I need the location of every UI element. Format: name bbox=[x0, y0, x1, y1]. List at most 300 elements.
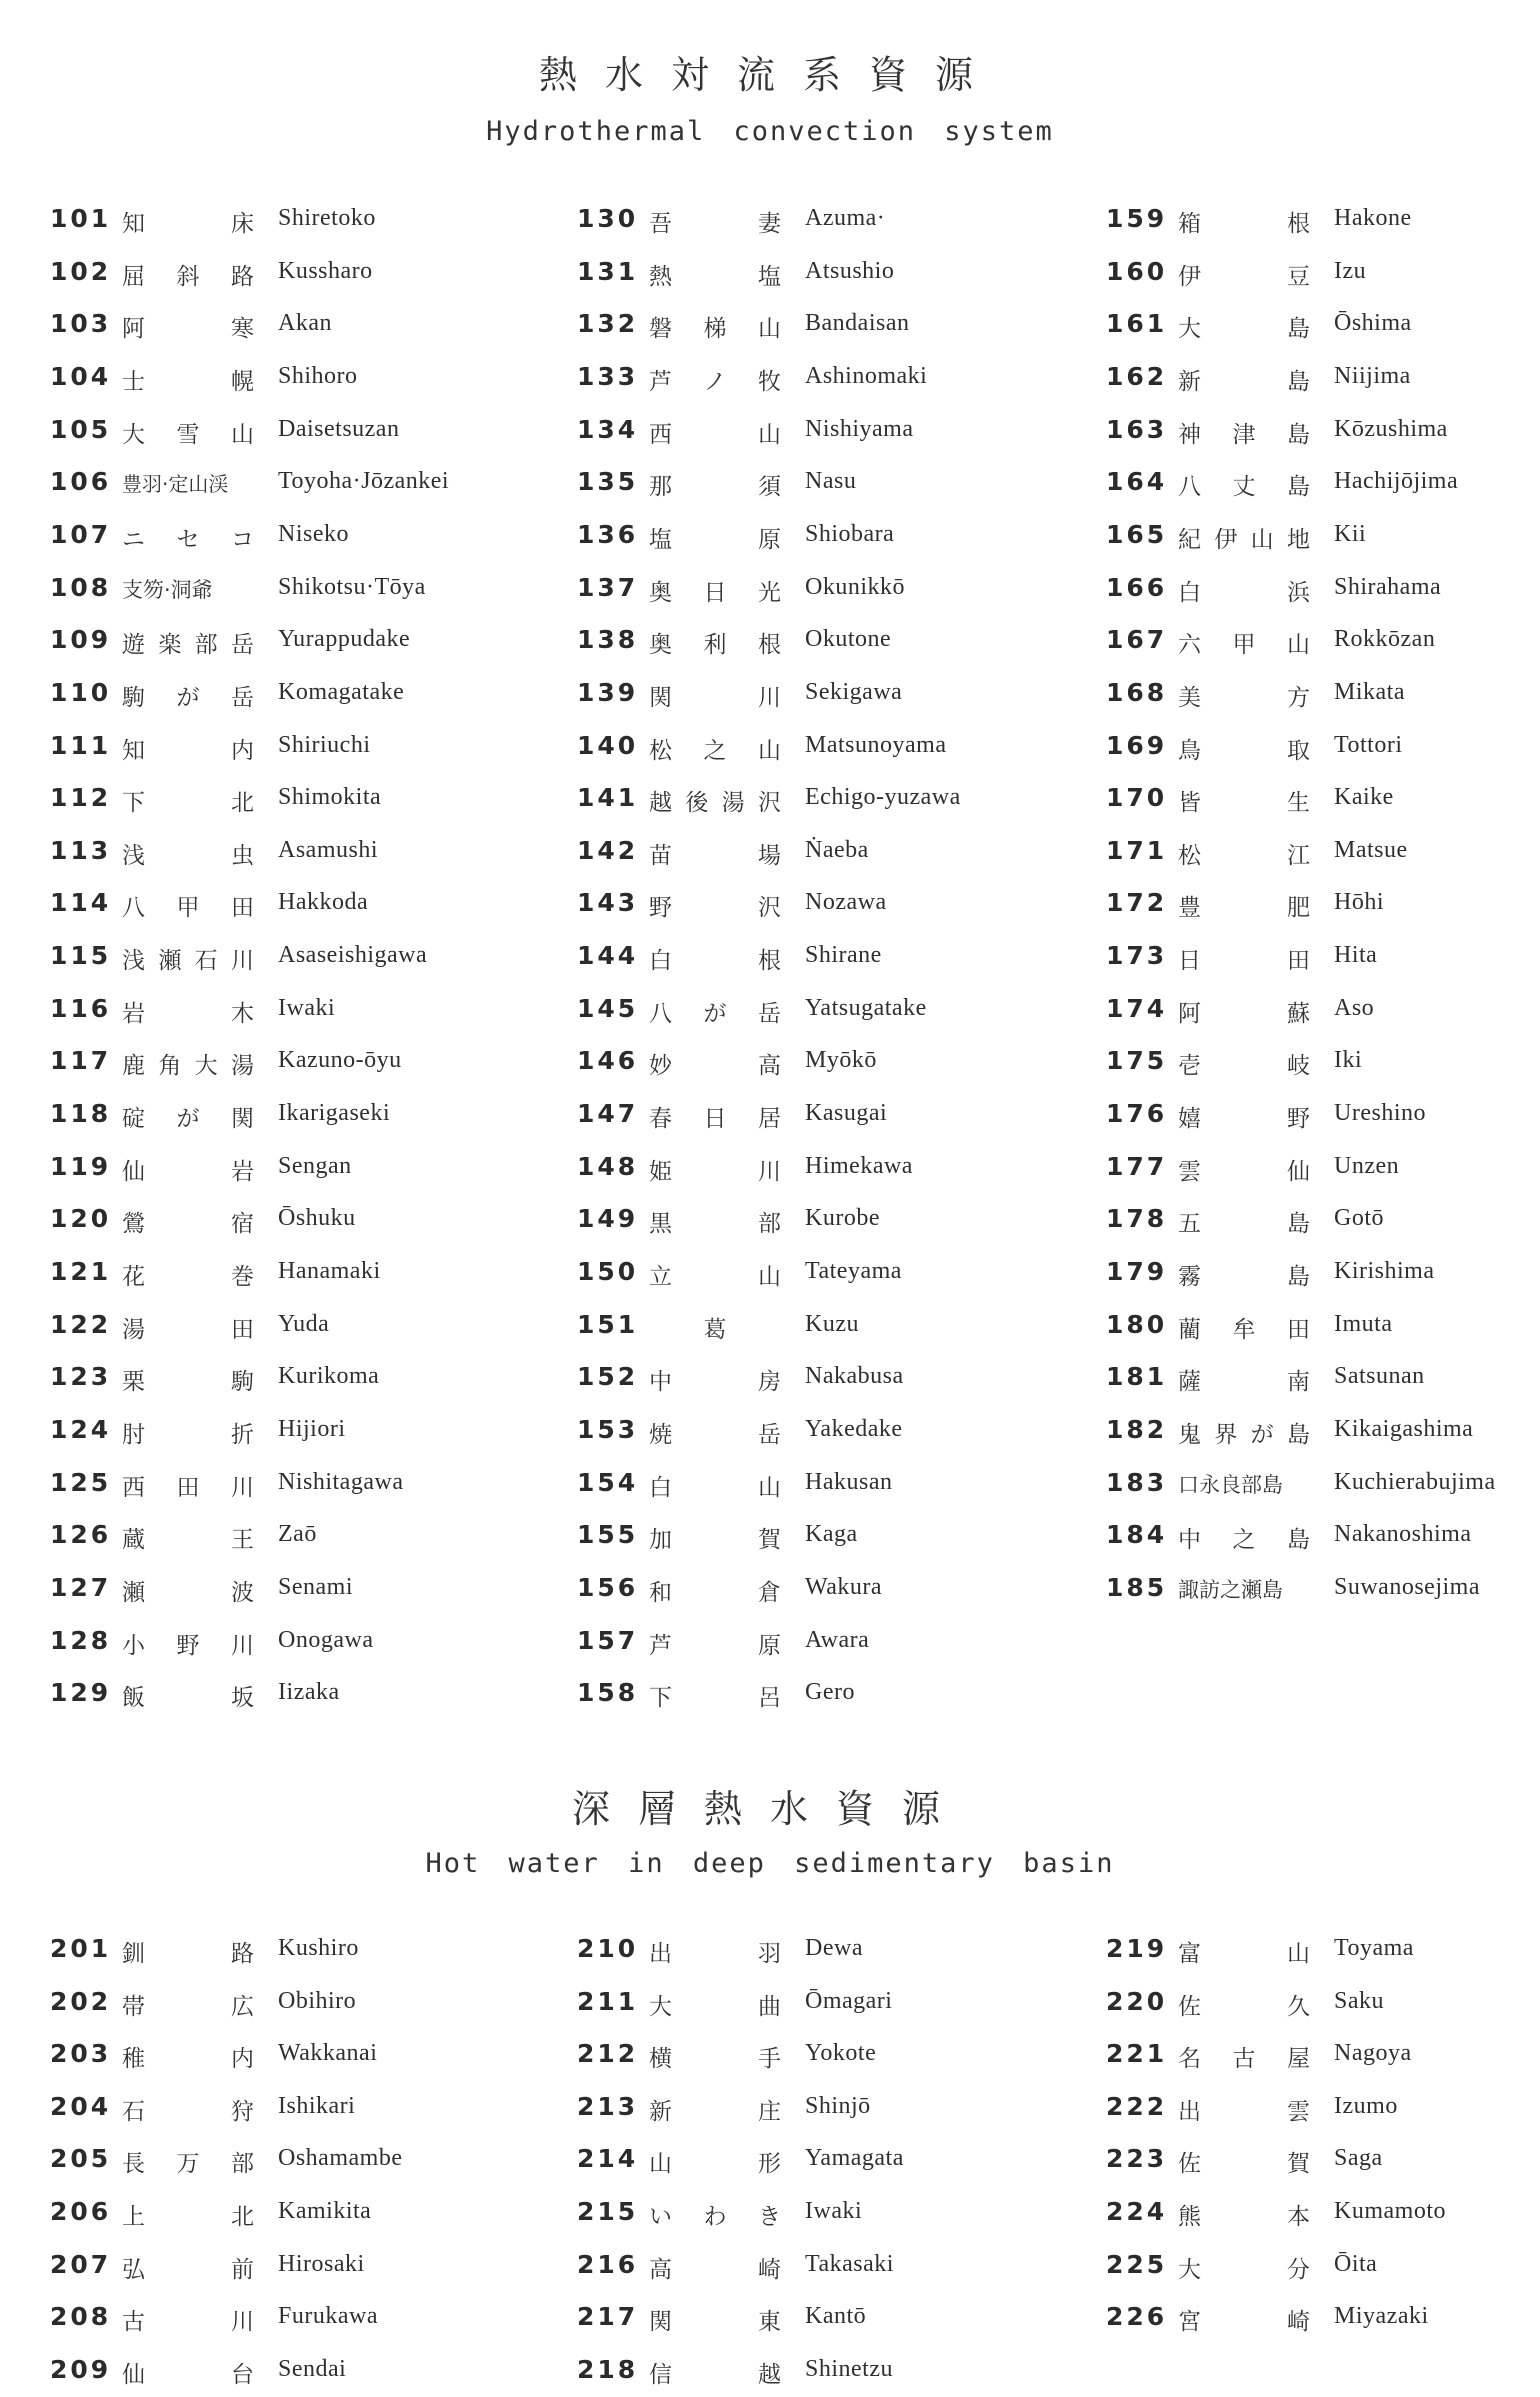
item-name-ja: 立 山 bbox=[649, 1264, 781, 1290]
item-number: 170 bbox=[1106, 783, 1168, 813]
item-number: 177 bbox=[1106, 1151, 1168, 1181]
item-number: 158 bbox=[577, 1678, 639, 1708]
item-number: 215 bbox=[577, 2197, 639, 2226]
item-number: 160 bbox=[1106, 256, 1168, 286]
item-number: 125 bbox=[50, 1467, 112, 1497]
item-name-ja: 磐 梯 山 bbox=[649, 316, 781, 343]
item-name-ja: 鳥 取 bbox=[1178, 737, 1310, 764]
item-number: 152 bbox=[577, 1362, 639, 1392]
item-number: 209 bbox=[50, 2354, 112, 2384]
item-name-ja: 諏訪之瀬島 bbox=[1178, 1577, 1283, 1602]
section-subtitle-hydrothermal-en: Hydrothermal convection system bbox=[486, 116, 1054, 147]
item-number: 156 bbox=[577, 1572, 639, 1602]
item-name-en: Kaga bbox=[805, 1521, 858, 1548]
item-name-en: Ishikari bbox=[278, 2092, 356, 2119]
item-name-en: Bandaisan bbox=[805, 310, 910, 337]
item-name-en: Toyama bbox=[1334, 1935, 1414, 1961]
item-name-ja: 大 分 bbox=[1178, 2256, 1310, 2283]
item-name-ja: 大 雪 山 bbox=[122, 421, 254, 448]
item-name-en: Akan bbox=[278, 310, 332, 337]
item-name-ja: 佐 賀 bbox=[1178, 2151, 1310, 2178]
item-name-ja: 那 須 bbox=[649, 474, 781, 501]
item-number: 223 bbox=[1106, 2144, 1168, 2174]
item-name-ja: 花 巻 bbox=[122, 1264, 254, 1290]
item-name-en: Sekigawa bbox=[805, 678, 903, 705]
item-number: 119 bbox=[50, 1151, 112, 1181]
item-name-ja: 小 野 川 bbox=[122, 1632, 254, 1659]
item-name-ja: 伊 豆 bbox=[1178, 263, 1310, 290]
item-name-en: Shimokita bbox=[278, 784, 382, 811]
item-number: 214 bbox=[577, 2144, 639, 2174]
item-number: 101 bbox=[50, 204, 112, 233]
item-name-ja: 瀬 波 bbox=[122, 1579, 254, 1606]
item-name-en: Shiobara bbox=[805, 520, 895, 547]
item-name-en: Kasugai bbox=[805, 1100, 888, 1127]
item-name-en: Himekawa bbox=[805, 1152, 913, 1179]
item-name-en: Hirosaki bbox=[278, 2250, 365, 2277]
item-name-en: Okunikkō bbox=[805, 573, 905, 600]
item-number: 168 bbox=[1106, 677, 1168, 707]
item-name-ja: 長 万 部 bbox=[122, 2151, 254, 2178]
item-name-ja: 妙 高 bbox=[649, 1053, 781, 1080]
item-name-ja: 肘 折 bbox=[122, 1421, 254, 1448]
item-name-en: Daisetsuzan bbox=[278, 415, 400, 442]
item-name-ja: 薩 南 bbox=[1178, 1369, 1310, 1396]
item-number: 148 bbox=[577, 1151, 639, 1181]
item-name-en: Hijiori bbox=[278, 1415, 346, 1442]
item-name-en: Shikotsu·Tōya bbox=[278, 573, 426, 600]
item-number: 143 bbox=[577, 888, 639, 918]
item-name-en: Komagatake bbox=[278, 678, 405, 705]
item-number: 159 bbox=[1106, 204, 1168, 233]
item-name-ja: 中 房 bbox=[649, 1369, 781, 1396]
item-name-en: Obihiro bbox=[278, 1987, 357, 2014]
item-number: 102 bbox=[50, 256, 112, 286]
item-name-ja: 出 雲 bbox=[1178, 2098, 1310, 2125]
item-name-en: Nakanoshima bbox=[1334, 1521, 1472, 1548]
item-name-ja: 中 之 島 bbox=[1178, 1527, 1310, 1554]
item-name-ja: 釧 路 bbox=[122, 1941, 254, 1967]
item-name-ja: 松 之 山 bbox=[649, 737, 781, 764]
item-number: 216 bbox=[577, 2249, 639, 2279]
item-name-en: Kumamoto bbox=[1334, 2198, 1446, 2224]
item-number: 182 bbox=[1106, 1414, 1168, 1444]
item-name-ja: 石 狩 bbox=[122, 2098, 254, 2125]
item-name-ja: 白 根 bbox=[649, 948, 781, 975]
item-number: 220 bbox=[1106, 1986, 1168, 2016]
item-name-en: Kikaigashima bbox=[1334, 1415, 1474, 1442]
item-name-en: Nishiyama bbox=[805, 415, 914, 442]
item-name-ja: 鶯 宿 bbox=[122, 1211, 254, 1238]
item-name-ja: 鹿 角 大 湯 bbox=[122, 1053, 254, 1080]
item-name-en: Tateyama bbox=[805, 1258, 902, 1284]
item-name-ja: 加 賀 bbox=[649, 1527, 781, 1554]
item-name-en: Kazuno-ōyu bbox=[278, 1047, 402, 1074]
item-number: 149 bbox=[577, 1204, 639, 1234]
item-name-ja: 白 浜 bbox=[1178, 579, 1310, 606]
item-number: 222 bbox=[1106, 2091, 1168, 2121]
item-name-ja: 弘 前 bbox=[122, 2256, 254, 2283]
item-name-en: Asaseishigawa bbox=[278, 942, 428, 969]
item-name-ja: 苗 場 bbox=[649, 842, 781, 869]
item-number: 171 bbox=[1106, 835, 1168, 865]
item-name-en: Kantō bbox=[805, 2303, 867, 2330]
item-number: 165 bbox=[1106, 519, 1168, 549]
item-name-en: Hachijōjima bbox=[1334, 468, 1459, 495]
item-name-en: Shinjō bbox=[805, 2092, 871, 2119]
item-name-ja: 皆 生 bbox=[1178, 790, 1310, 817]
item-number: 226 bbox=[1106, 2302, 1168, 2332]
item-name-ja: 佐 久 bbox=[1178, 1993, 1310, 2020]
item-name-en: Nakabusa bbox=[805, 1363, 904, 1390]
item-name-ja: 塩 原 bbox=[649, 526, 781, 553]
item-name-en: Wakkanai bbox=[278, 2040, 378, 2067]
item-name-ja: 浅 瀬 石 川 bbox=[122, 948, 254, 975]
item-name-ja: 六 甲 山 bbox=[1178, 632, 1310, 659]
item-name-ja: 信 越 bbox=[649, 2361, 781, 2388]
item-name-ja: 古 川 bbox=[122, 2309, 254, 2336]
item-number: 153 bbox=[577, 1414, 639, 1444]
item-number: 136 bbox=[577, 519, 639, 549]
item-number: 173 bbox=[1106, 941, 1168, 971]
item-number: 104 bbox=[50, 361, 112, 391]
item-name-en: Hakusan bbox=[805, 1468, 893, 1495]
item-name-ja: 箱 根 bbox=[1178, 211, 1310, 237]
item-name-ja: 蔵 王 bbox=[122, 1527, 254, 1554]
item-name-ja: 阿 寒 bbox=[122, 316, 254, 343]
item-name-en: Izumo bbox=[1334, 2092, 1398, 2119]
item-number: 109 bbox=[50, 625, 112, 655]
item-name-ja: 大 曲 bbox=[649, 1993, 781, 2020]
item-number: 212 bbox=[577, 2039, 639, 2069]
item-name-en: Ōshima bbox=[1334, 310, 1412, 337]
item-number: 116 bbox=[50, 993, 112, 1023]
item-name-ja: 春 日 居 bbox=[649, 1106, 781, 1133]
item-name-ja: 名 古 屋 bbox=[1178, 2046, 1310, 2073]
section-title-hydrothermal-ja: 熱水対流系資源 bbox=[538, 53, 1001, 97]
item-number: 146 bbox=[577, 1046, 639, 1076]
item-number: 175 bbox=[1106, 1046, 1168, 1076]
item-name-en: Asamushi bbox=[278, 836, 378, 863]
item-name-en: Saku bbox=[1334, 1987, 1384, 2014]
item-number: 111 bbox=[50, 730, 112, 760]
item-name-en: Takasaki bbox=[805, 2250, 894, 2277]
item-name-en: Kurobe bbox=[805, 1205, 880, 1232]
item-name-en: Onogawa bbox=[278, 1626, 374, 1653]
item-number: 202 bbox=[50, 1986, 112, 2016]
item-name-ja: 紀 伊 山 地 bbox=[1178, 526, 1310, 553]
item-name-ja: 湯 田 bbox=[122, 1316, 254, 1343]
item-name-ja: 関 東 bbox=[649, 2309, 781, 2336]
item-name-en: Yurappudake bbox=[278, 626, 411, 653]
item-number: 225 bbox=[1106, 2249, 1168, 2279]
item-name-en: Zaō bbox=[278, 1521, 317, 1548]
item-number: 211 bbox=[577, 1986, 639, 2016]
item-name-en: Ōshuku bbox=[278, 1205, 356, 1232]
item-name-ja: 飯 坂 bbox=[122, 1685, 254, 1712]
item-number: 150 bbox=[577, 1257, 639, 1286]
item-name-en: Atsushio bbox=[805, 257, 895, 284]
item-number: 118 bbox=[50, 1099, 112, 1129]
item-number: 208 bbox=[50, 2302, 112, 2332]
item-name-en: Matsue bbox=[1334, 836, 1408, 863]
item-name-ja: 碇 が 関 bbox=[122, 1106, 254, 1133]
item-name-ja: 霧 島 bbox=[1178, 1264, 1310, 1290]
item-number: 219 bbox=[1106, 1934, 1168, 1963]
item-name-ja: 焼 岳 bbox=[649, 1421, 781, 1448]
item-name-ja: 関 川 bbox=[649, 684, 781, 711]
item-number: 178 bbox=[1106, 1204, 1168, 1234]
item-number: 147 bbox=[577, 1099, 639, 1129]
item-number: 105 bbox=[50, 414, 112, 444]
item-name-ja: 雲 仙 bbox=[1178, 1158, 1310, 1185]
item-number: 123 bbox=[50, 1362, 112, 1392]
item-name-en: Kii bbox=[1334, 520, 1367, 547]
item-name-en: Echigo-yuzawa bbox=[805, 784, 961, 811]
item-name-ja: 屈 斜 路 bbox=[122, 263, 254, 290]
section-title-deep-basin-ja: 深層熱水資源 bbox=[571, 1787, 968, 1831]
item-number: 127 bbox=[50, 1572, 112, 1602]
item-name-ja: 阿 蘇 bbox=[1178, 1000, 1310, 1027]
item-number: 108 bbox=[50, 572, 112, 602]
item-name-ja: 壱 岐 bbox=[1178, 1053, 1310, 1080]
item-number: 201 bbox=[50, 1934, 112, 1963]
item-name-ja: 横 手 bbox=[649, 2046, 781, 2073]
item-name-ja: 白 山 bbox=[649, 1474, 781, 1501]
item-name-ja: 口永良部島 bbox=[1178, 1472, 1283, 1497]
item-name-en: Furukawa bbox=[278, 2303, 378, 2330]
item-number: 205 bbox=[50, 2144, 112, 2174]
item-name-en: Hanamaki bbox=[278, 1258, 381, 1284]
item-name-en: Niseko bbox=[278, 520, 349, 547]
item-number: 151 bbox=[577, 1309, 639, 1339]
item-name-ja: ニ セ コ bbox=[122, 526, 254, 553]
item-number: 221 bbox=[1106, 2039, 1168, 2069]
item-name-ja: 下 北 bbox=[122, 790, 254, 817]
item-number: 131 bbox=[577, 256, 639, 286]
item-name-ja: 美 方 bbox=[1178, 684, 1310, 711]
item-name-ja: 越 後 湯 沢 bbox=[649, 790, 781, 817]
item-number: 206 bbox=[50, 2197, 112, 2226]
item-number: 112 bbox=[50, 783, 112, 813]
item-name-en: Senami bbox=[278, 1573, 353, 1600]
item-name-ja: 新 島 bbox=[1178, 368, 1310, 395]
item-number: 137 bbox=[577, 572, 639, 602]
item-name-ja: 神 津 島 bbox=[1178, 421, 1310, 448]
item-number: 167 bbox=[1106, 625, 1168, 655]
item-name-ja: 西 田 川 bbox=[122, 1474, 254, 1501]
item-name-en: Yakedake bbox=[805, 1415, 903, 1442]
item-number: 154 bbox=[577, 1467, 639, 1497]
item-number: 121 bbox=[50, 1257, 112, 1286]
item-name-en: Wakura bbox=[805, 1573, 883, 1600]
item-name-en: Hakone bbox=[1334, 205, 1412, 231]
item-name-ja: 奥 日 光 bbox=[649, 579, 781, 606]
item-name-ja: 知 内 bbox=[122, 737, 254, 764]
item-number: 122 bbox=[50, 1309, 112, 1339]
item-name-en: Nishitagawa bbox=[278, 1468, 404, 1495]
item-name-ja: 大 島 bbox=[1178, 316, 1310, 343]
item-name-ja: 浅 虫 bbox=[122, 842, 254, 869]
item-name-en: Iizaka bbox=[278, 1679, 340, 1706]
item-name-en: Iwaki bbox=[805, 2198, 863, 2224]
item-name-ja: 鬼 界 が 島 bbox=[1178, 1421, 1310, 1448]
item-number: 217 bbox=[577, 2302, 639, 2332]
item-name-ja: 豊 肥 bbox=[1178, 895, 1310, 922]
item-name-ja: 八 甲 田 bbox=[122, 895, 254, 922]
item-name-en: Niijima bbox=[1334, 362, 1411, 389]
item-name-en: Izu bbox=[1334, 257, 1367, 284]
item-number: 157 bbox=[577, 1625, 639, 1655]
item-number: 207 bbox=[50, 2249, 112, 2279]
item-number: 183 bbox=[1106, 1467, 1168, 1497]
item-name-en: Ōmagari bbox=[805, 1987, 893, 2014]
item-name-en: Imuta bbox=[1334, 1310, 1393, 1337]
item-number: 155 bbox=[577, 1520, 639, 1550]
item-name-en: Dewa bbox=[805, 1935, 863, 1961]
item-name-en: Gotō bbox=[1334, 1205, 1384, 1232]
item-number: 164 bbox=[1106, 467, 1168, 497]
item-name-en: Nozawa bbox=[805, 889, 887, 916]
item-name-ja: 豊羽·定山渓 bbox=[122, 472, 229, 497]
item-number: 161 bbox=[1106, 309, 1168, 339]
item-number: 120 bbox=[50, 1204, 112, 1234]
item-name-en: Kirishima bbox=[1334, 1258, 1435, 1284]
item-name-en: Satsunan bbox=[1334, 1363, 1425, 1390]
item-name-en: Kuzu bbox=[805, 1310, 859, 1337]
item-name-en: Shirane bbox=[805, 942, 882, 969]
item-number: 145 bbox=[577, 993, 639, 1023]
item-name-ja: 熊 本 bbox=[1178, 2204, 1310, 2230]
item-name-ja: 八 が 岳 bbox=[649, 1000, 781, 1027]
item-number: 162 bbox=[1106, 361, 1168, 391]
item-name-en: Miyazaki bbox=[1334, 2303, 1429, 2330]
item-name-en: Yamagata bbox=[805, 2145, 904, 2172]
item-number: 139 bbox=[577, 677, 639, 707]
item-name-en: Kōzushima bbox=[1334, 415, 1448, 442]
item-name-ja: 富 山 bbox=[1178, 1941, 1310, 1967]
item-name-ja: 奥 利 根 bbox=[649, 632, 781, 659]
item-name-ja: 仙 岩 bbox=[122, 1158, 254, 1185]
item-name-ja: 黒 部 bbox=[649, 1211, 781, 1238]
item-name-ja: 吾 妻 bbox=[649, 211, 781, 237]
item-name-en: Hakkoda bbox=[278, 889, 369, 916]
item-name-en: Matsunoyama bbox=[805, 731, 947, 758]
item-name-en: Hōhi bbox=[1334, 889, 1384, 916]
item-name-ja: 支笏·洞爺 bbox=[122, 577, 213, 602]
item-number: 172 bbox=[1106, 888, 1168, 918]
item-name-en: Iwaki bbox=[278, 994, 336, 1021]
item-number: 107 bbox=[50, 519, 112, 549]
item-number: 181 bbox=[1106, 1362, 1168, 1392]
item-number: 106 bbox=[50, 467, 112, 497]
item-number: 133 bbox=[577, 361, 639, 391]
item-name-en: Kamikita bbox=[278, 2198, 372, 2224]
item-name-ja: 仙 台 bbox=[122, 2361, 254, 2388]
item-number: 130 bbox=[577, 204, 639, 233]
item-name-en: Toyoha·Jōzankei bbox=[278, 468, 450, 495]
item-name-en: Iki bbox=[1334, 1047, 1363, 1074]
item-number: 142 bbox=[577, 835, 639, 865]
item-name-en: Shinetzu bbox=[805, 2355, 893, 2382]
item-name-ja: 駒 が 岳 bbox=[122, 684, 254, 711]
item-name-en: Oshamambe bbox=[278, 2145, 403, 2172]
item-name-ja: 新 庄 bbox=[649, 2098, 781, 2125]
item-name-en: Nagoya bbox=[1334, 2040, 1412, 2067]
item-name-ja: 和 倉 bbox=[649, 1579, 781, 1606]
item-number: 110 bbox=[50, 677, 112, 707]
item-name-en: Ikarigaseki bbox=[278, 1100, 391, 1127]
item-number: 132 bbox=[577, 309, 639, 339]
item-name-ja: 芦 ノ 牧 bbox=[649, 368, 781, 395]
item-name-ja: 稚 内 bbox=[122, 2046, 254, 2073]
item-name-en: Yatsugatake bbox=[805, 994, 927, 1021]
item-number: 128 bbox=[50, 1625, 112, 1655]
item-number: 135 bbox=[577, 467, 639, 497]
item-name-ja: 下 呂 bbox=[649, 1685, 781, 1712]
item-name-ja: 松 江 bbox=[1178, 842, 1310, 869]
item-name-ja: 栗 駒 bbox=[122, 1369, 254, 1396]
item-name-en: Sendai bbox=[278, 2355, 347, 2382]
item-name-ja: 姫 川 bbox=[649, 1158, 781, 1185]
item-name-en: Kurikoma bbox=[278, 1363, 380, 1390]
item-name-en: Shiretoko bbox=[278, 205, 376, 231]
item-number: 210 bbox=[577, 1934, 639, 1963]
item-name-en: Ashinomaki bbox=[805, 362, 928, 389]
item-number: 134 bbox=[577, 414, 639, 444]
item-name-en: Shirahama bbox=[1334, 573, 1442, 600]
item-name-en: Ureshino bbox=[1334, 1100, 1426, 1127]
item-name-ja: 士 幌 bbox=[122, 368, 254, 395]
item-number: 204 bbox=[50, 2091, 112, 2121]
item-number: 203 bbox=[50, 2039, 112, 2069]
item-name-ja: 芦 原 bbox=[649, 1632, 781, 1659]
item-name-en: Azuma· bbox=[805, 205, 886, 231]
item-number: 213 bbox=[577, 2091, 639, 2121]
item-name-en: Kussharo bbox=[278, 257, 373, 284]
item-number: 185 bbox=[1106, 1572, 1168, 1602]
item-name-en: Kaike bbox=[1334, 784, 1394, 811]
item-name-en: Awara bbox=[805, 1626, 870, 1653]
item-name-en: Aso bbox=[1334, 994, 1375, 1021]
item-name-ja: 上 北 bbox=[122, 2204, 254, 2230]
item-number: 169 bbox=[1106, 730, 1168, 760]
item-number: 174 bbox=[1106, 993, 1168, 1023]
item-name-en: Mikata bbox=[1334, 678, 1405, 705]
item-name-ja: 宮 崎 bbox=[1178, 2309, 1310, 2336]
item-number: 140 bbox=[577, 730, 639, 760]
item-name-en: Ṅaeba bbox=[805, 836, 869, 863]
item-number: 113 bbox=[50, 835, 112, 865]
item-name-en: Shiriuchi bbox=[278, 731, 371, 758]
item-name-ja: 岩 木 bbox=[122, 1000, 254, 1027]
item-name-en: Hita bbox=[1334, 942, 1378, 969]
item-name-en: Myōkō bbox=[805, 1047, 877, 1074]
item-name-en: Rokkōzan bbox=[1334, 626, 1436, 653]
item-name-ja: 知 床 bbox=[122, 211, 254, 237]
item-number: 180 bbox=[1106, 1309, 1168, 1339]
item-name-ja: い わ き bbox=[649, 2204, 781, 2230]
item-name-ja: 五 島 bbox=[1178, 1211, 1310, 1238]
item-name-en: Yuda bbox=[278, 1310, 330, 1337]
item-name-ja: 八 丈 島 bbox=[1178, 474, 1310, 501]
item-name-en: Saga bbox=[1334, 2145, 1383, 2172]
item-number: 124 bbox=[50, 1414, 112, 1444]
item-number: 224 bbox=[1106, 2197, 1168, 2226]
item-name-ja: 山 形 bbox=[649, 2151, 781, 2178]
item-name-ja: 出 羽 bbox=[649, 1941, 781, 1967]
item-number: 117 bbox=[50, 1046, 112, 1076]
